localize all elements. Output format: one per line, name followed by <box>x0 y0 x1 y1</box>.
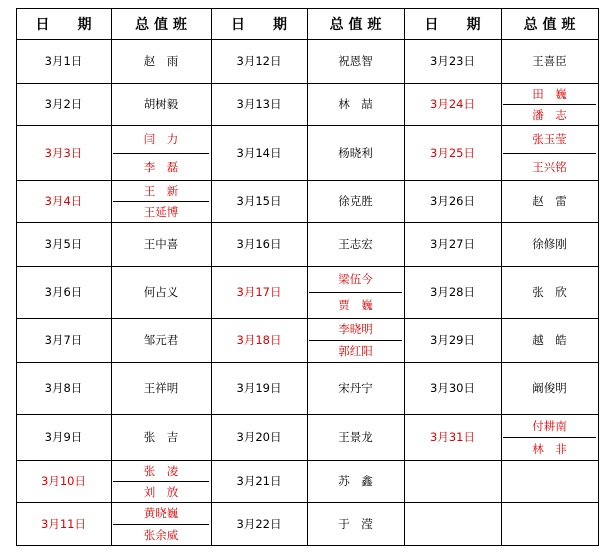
duty-name: 黄晓巍 <box>143 506 179 520</box>
date-cell: 3月24日 <box>430 97 475 111</box>
date-cell: 3月31日 <box>430 430 475 444</box>
duty-name: 田 巍 <box>532 86 567 101</box>
duty-name: 张 吉 <box>143 430 179 444</box>
duty-cell <box>111 83 211 125</box>
duty-cell <box>307 180 404 222</box>
duty-name: 林 非 <box>532 441 567 456</box>
split-line <box>113 524 209 525</box>
date-cell: 3月5日 <box>44 237 83 251</box>
date-cell: 3月2日 <box>44 97 83 111</box>
date-cell: 3月10日 <box>41 474 86 488</box>
duty-name: 王兴铭 <box>532 159 567 174</box>
duty-name: 张 欣 <box>532 285 567 299</box>
column-line <box>307 8 308 546</box>
column-line <box>211 8 212 546</box>
date-cell: 3月1日 <box>44 54 83 68</box>
duty-name: 李 磊 <box>143 159 179 174</box>
duty-cell <box>307 125 404 180</box>
duty-cell <box>307 460 404 502</box>
split-line <box>113 481 209 482</box>
date-cell: 3月17日 <box>236 285 282 299</box>
header-duty-1: 总 值 班 <box>135 16 187 33</box>
date-cell: 3月28日 <box>430 285 475 299</box>
duty-name: 阚俊明 <box>532 381 567 395</box>
duty-name: 王中喜 <box>143 237 179 251</box>
duty-name: 杨晓利 <box>338 145 373 160</box>
header-date-2: 日 期 <box>231 16 287 33</box>
duty-cell <box>307 39 404 83</box>
date-cell: 3月11日 <box>41 516 86 531</box>
duty-name: 何占义 <box>143 285 179 299</box>
duty-name <box>501 460 598 502</box>
duty-name: 祝恩智 <box>338 54 373 68</box>
split-line <box>309 292 402 293</box>
date-cell: 3月22日 <box>236 516 282 531</box>
column-line <box>501 8 502 546</box>
split-line <box>503 437 596 438</box>
duty-name: 郭红阳 <box>338 344 373 358</box>
duty-name: 徐克胜 <box>338 194 373 208</box>
duty-name: 张玉莹 <box>532 132 567 146</box>
date-cell: 3月16日 <box>236 237 282 251</box>
date-cell: 3月19日 <box>236 381 282 395</box>
duty-cell <box>307 414 404 460</box>
date-cell <box>404 460 501 502</box>
date-cell: 3月14日 <box>236 145 282 160</box>
duty-name: 刘 放 <box>143 484 179 499</box>
duty-name: 林 喆 <box>338 97 373 111</box>
date-cell: 3月7日 <box>44 333 83 347</box>
date-cell: 3月29日 <box>430 333 475 347</box>
duty-name: 贾 巍 <box>338 298 373 312</box>
duty-cell <box>307 222 404 266</box>
date-cell: 3月3日 <box>44 145 83 160</box>
duty-name: 王祥明 <box>143 381 179 395</box>
duty-name: 王延博 <box>143 204 179 219</box>
duty-name: 王志宏 <box>338 237 373 251</box>
duty-cell <box>111 39 211 83</box>
date-cell: 3月25日 <box>430 145 475 160</box>
date-cell: 3月30日 <box>430 381 475 395</box>
duty-name: 梁伍今 <box>338 272 373 286</box>
duty-name: 赵 雷 <box>532 194 567 208</box>
duty-name <box>501 502 598 545</box>
column-line <box>16 8 17 546</box>
duty-cell <box>501 180 598 222</box>
date-cell: 3月12日 <box>236 54 282 68</box>
duty-name: 王 新 <box>143 183 179 198</box>
duty-name: 付耕南 <box>532 418 567 433</box>
date-cell: 3月20日 <box>236 430 282 444</box>
date-cell: 3月8日 <box>44 381 83 395</box>
date-cell: 3月26日 <box>430 194 475 208</box>
split-line <box>503 153 596 154</box>
date-cell <box>404 502 501 545</box>
date-cell: 3月18日 <box>236 333 282 347</box>
duty-name: 闫 力 <box>143 132 179 146</box>
duty-cell <box>501 39 598 83</box>
date-cell: 3月4日 <box>44 194 83 208</box>
duty-cell <box>111 222 211 266</box>
split-line <box>309 340 402 341</box>
duty-name: 潘 志 <box>532 107 567 122</box>
header-date-1: 日 期 <box>35 16 92 33</box>
column-line <box>404 8 405 546</box>
duty-name: 王景龙 <box>338 430 373 444</box>
duty-cell <box>501 502 598 545</box>
date-cell: 3月9日 <box>44 430 83 444</box>
duty-name: 苏 鑫 <box>338 474 373 488</box>
split-line <box>113 153 209 154</box>
duty-cell <box>307 83 404 125</box>
date-cell: 3月21日 <box>236 474 282 488</box>
duty-name: 徐修刚 <box>532 237 567 251</box>
duty-name: 张 凌 <box>143 463 179 478</box>
duty-cell <box>111 266 211 318</box>
duty-cell <box>501 318 598 362</box>
duty-name: 宋丹宁 <box>338 381 373 395</box>
date-cell: 3月13日 <box>236 97 282 111</box>
duty-cell <box>111 414 211 460</box>
header-date-3: 日 期 <box>424 16 481 33</box>
duty-name: 赵 雨 <box>143 54 179 68</box>
duty-cell <box>111 318 211 362</box>
duty-name: 张余威 <box>143 527 179 542</box>
duty-cell <box>111 362 211 414</box>
duty-name: 胡树毅 <box>143 97 179 111</box>
duty-name: 李晓明 <box>338 322 373 336</box>
duty-name: 邹元君 <box>143 333 179 347</box>
duty-cell <box>501 266 598 318</box>
duty-cell <box>501 460 598 502</box>
duty-cell <box>307 362 404 414</box>
duty-cell <box>501 222 598 266</box>
duty-name: 王喜臣 <box>532 54 567 68</box>
date-cell: 3月6日 <box>44 285 83 299</box>
duty-name: 于 滢 <box>338 516 373 531</box>
split-line <box>113 201 209 202</box>
duty-cell <box>501 362 598 414</box>
header-duty-3: 总 值 班 <box>523 16 576 33</box>
split-line <box>503 104 596 105</box>
date-cell: 3月15日 <box>236 194 282 208</box>
column-line <box>111 8 112 546</box>
date-cell: 3月23日 <box>430 54 475 68</box>
duty-cell <box>307 502 404 545</box>
date-cell: 3月27日 <box>430 237 475 251</box>
header-duty-2: 总 值 班 <box>329 16 382 33</box>
column-line <box>598 8 599 546</box>
duty-name: 越 皓 <box>532 333 567 347</box>
